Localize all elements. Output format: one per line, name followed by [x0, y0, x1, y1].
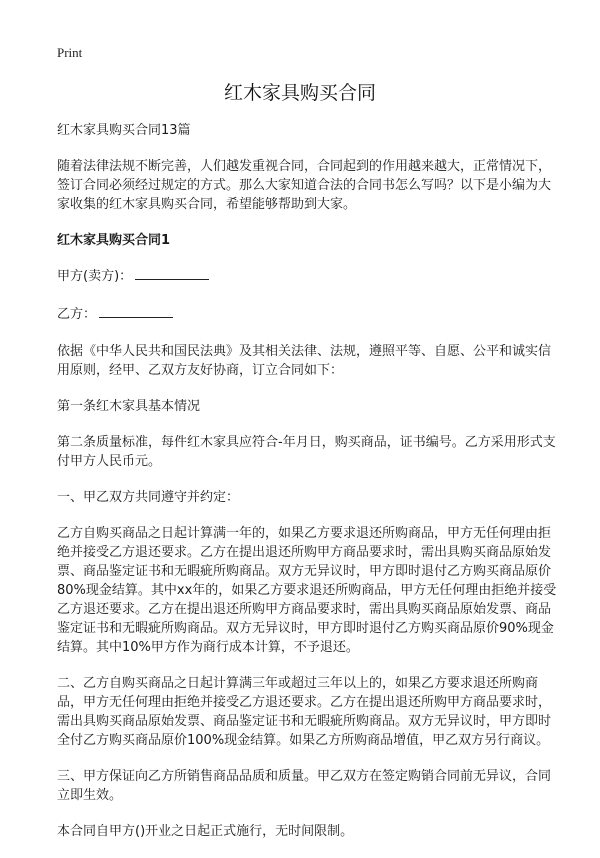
intro-paragraph: 随着法律法规不断完善，人们越发重视合同，合同起到的作用越来越大，正常情况下，签订合同必须经过规定的方式。那么大家知道合法的合同书怎么写吗？以下是小编为大家收集的红木家具购买合同，希望能够帮助到大家。 [57, 159, 552, 212]
paragraph-article-1: 第一条红木家具基本情况 [57, 399, 201, 414]
document-title: 红木家具购买合同 [223, 82, 376, 104]
paragraph-clause-1: 乙方自购买商品之日起计算满一年的，如果乙方要求退还所购商品，甲方无任何理由拒绝并接受乙方退还要求。乙方在提出退还所购甲方商品要求时，需出具购买商品原始发票、商品鉴定证书和无暇疵所购商品。双方无异议时，甲方即时退付乙方购买商品原价80%现金结算。其中xx年的，如果乙方要求退还所购商品，甲方无任何理由拒绝并接受乙方退还要求。乙方在提出退还所购甲方商品要求时，需出具购买商品原始发票、商品鉴定证书和无暇疵所购商品。双方无异议时，甲方即时退付乙方购买商品原价90%现金结算。其中10%甲方作为商行成本计算，不予退还。 [57, 526, 557, 655]
print-link[interactable]: Print [57, 45, 83, 60]
paragraph-clause-heading: 一、甲乙双方共同遵守并约定： [57, 490, 240, 505]
paragraph-effective-date: 本合同自甲方()开业之日起正式施行，无时间限制。 [57, 824, 354, 839]
document-body [57, 121, 557, 858]
party-a-label: 甲方(卖方)： [57, 269, 133, 284]
party-b-blank [99, 304, 173, 318]
party-b-line [57, 304, 557, 324]
party-a-blank [135, 266, 209, 280]
paragraph-clause-2: 二、乙方自购买商品之日起计算满三年或超过三年以上的，如果乙方要求退还所购商品，甲方无任何理由拒绝并接受乙方退还要求。乙方在提出退还所购甲方商品要求时，需出具购买商品原始发票、商品鉴定证书和无暇疵所购商品。双方无异议时，甲方即时全付乙方购买商品原价100%现金结算。如果乙方所购商品增值，甲乙双方另行商议。 [57, 676, 552, 748]
paragraph-clause-3: 三、甲方保证向乙方所销售商品品质和质量。甲乙双方在签定购销合同前无异议，合同立即生效。 [57, 769, 552, 803]
section-heading: 红木家具购买合同1 [57, 233, 171, 248]
party-a-line [57, 266, 557, 286]
paragraph-article-2: 第二条质量标准，每件红木家具应符合-年月日，购买商品，证书编号。乙方采用形式支付甲方人民币元。 [57, 435, 556, 469]
paragraph-legal-basis: 依据《中华人民共和国民法典》及其相关法律、法规，遵照平等、自愿、公平和诚实信用原则，经甲、乙双方友好协商，订立合同如下： [57, 344, 552, 378]
party-b-label: 乙方： [57, 307, 97, 322]
document-subtitle: 红木家具购买合同13篇 [57, 123, 191, 138]
